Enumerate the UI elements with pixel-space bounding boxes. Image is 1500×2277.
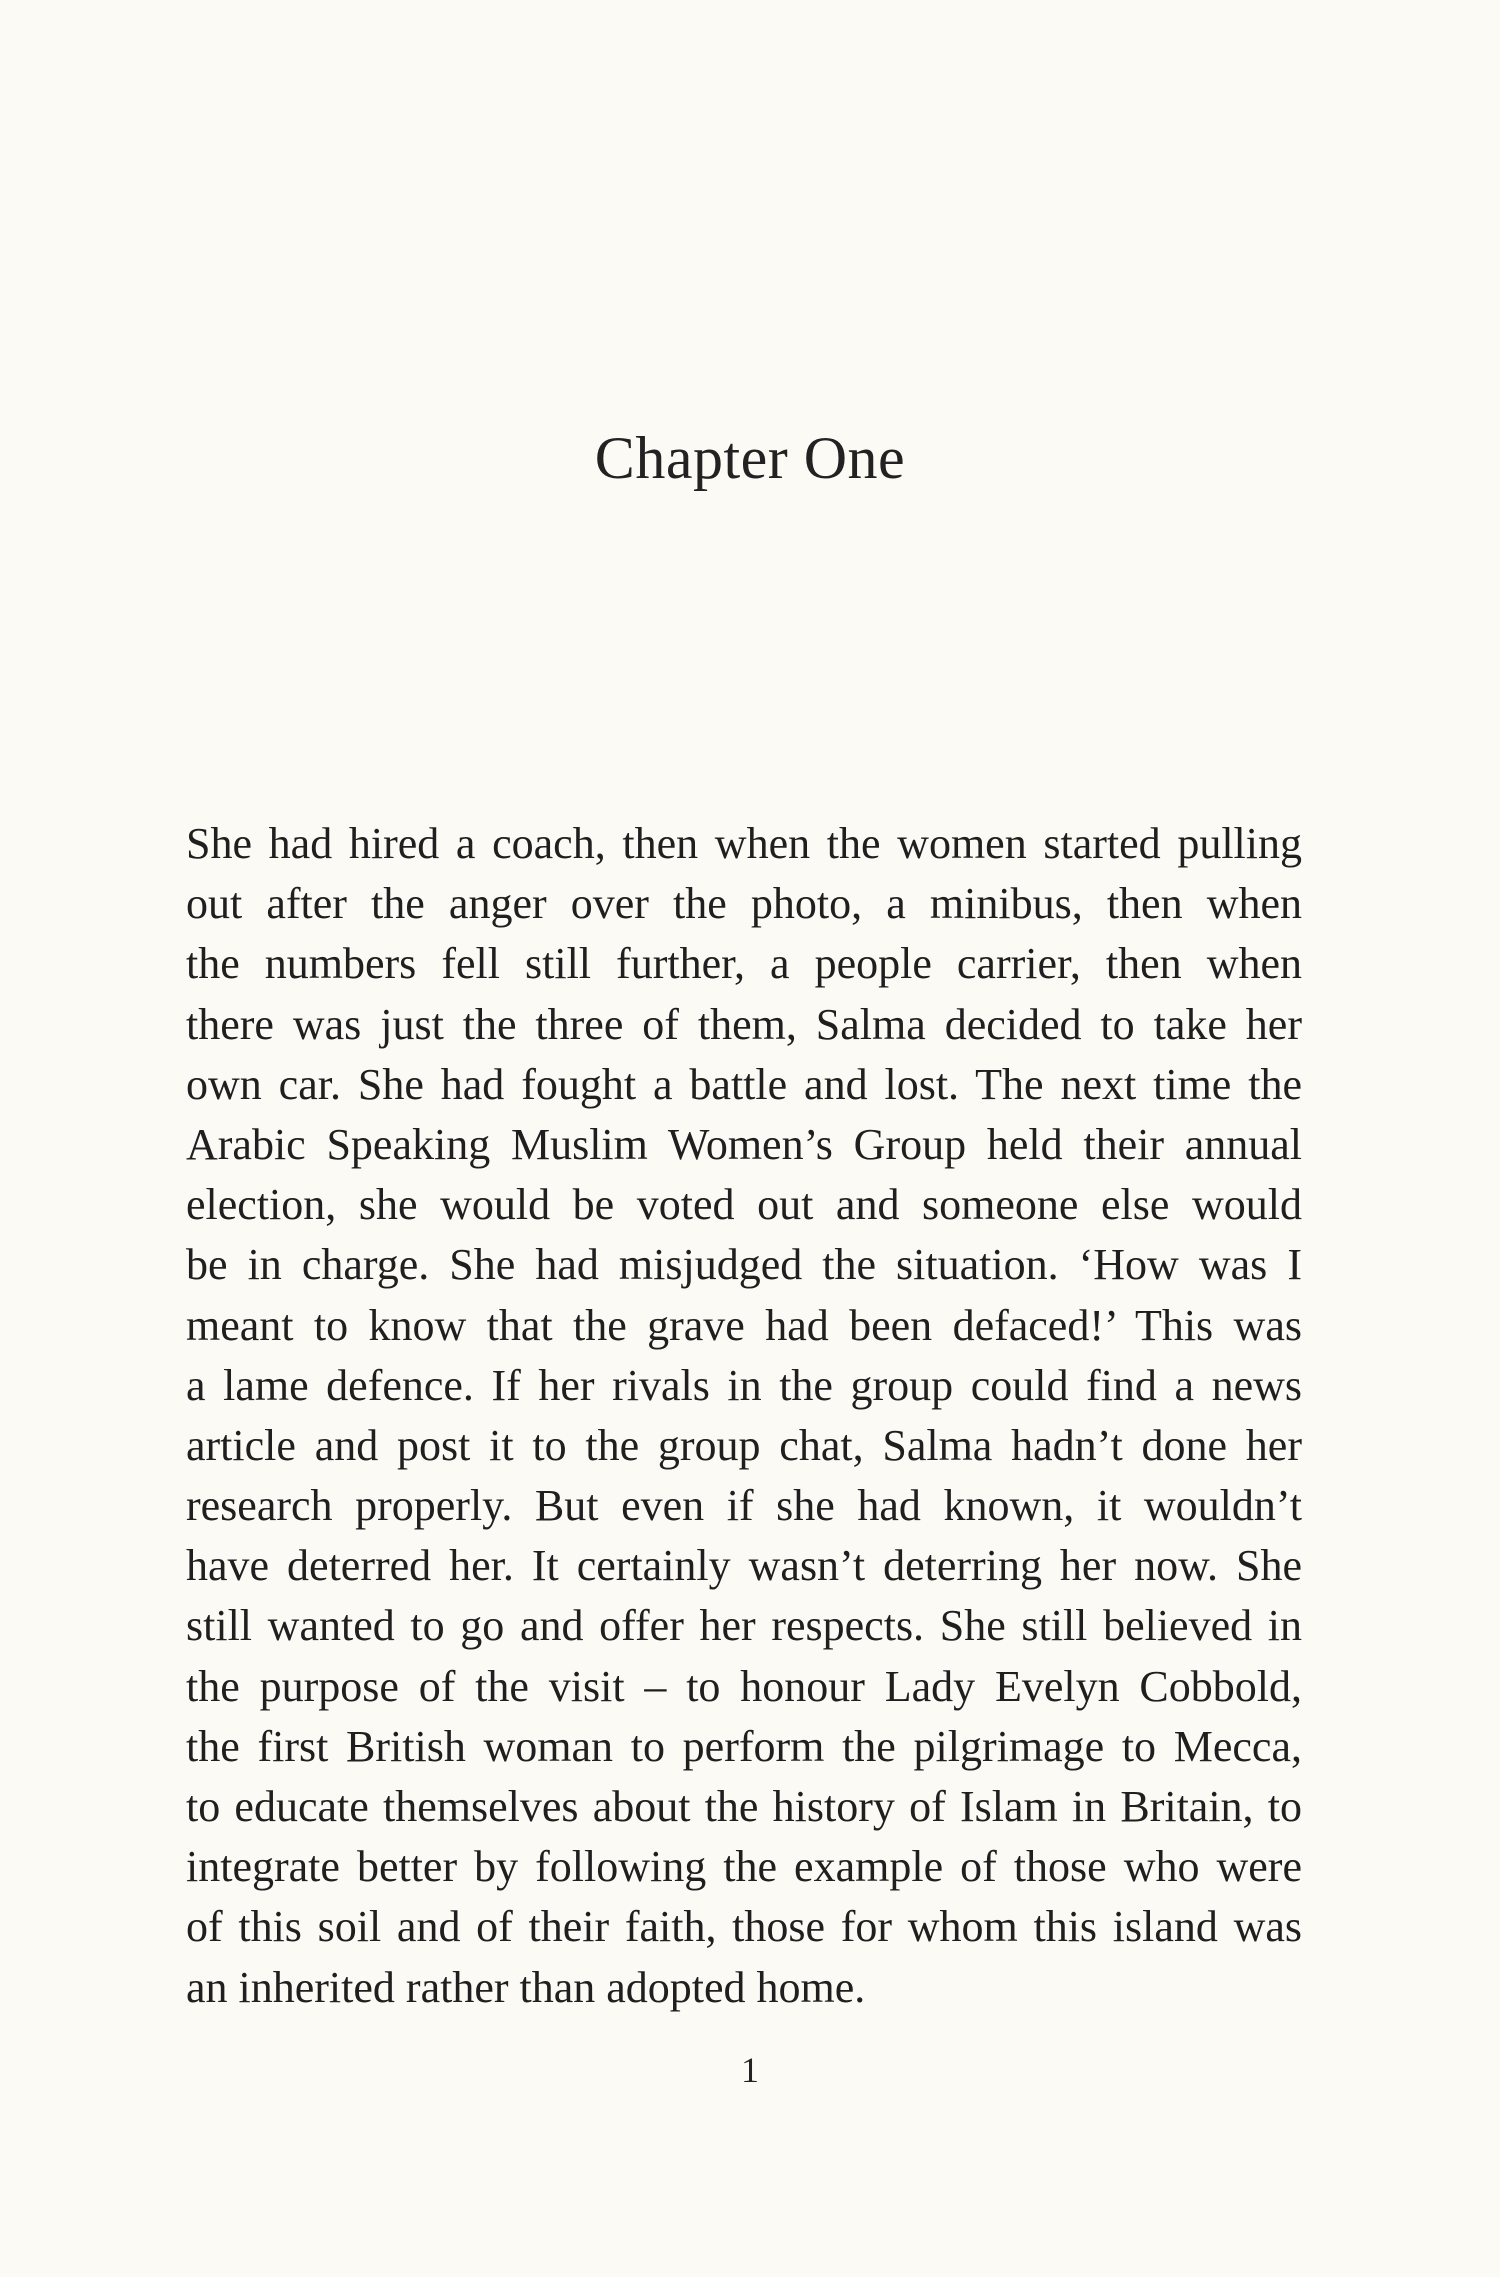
paragraph-line: She had hired a coach, then when the women started pulling — [186, 819, 1302, 868]
paragraph-line: Arabic Speaking Muslim Women’s Group held their annual — [186, 1119, 1302, 1169]
paragraph-line: the numbers fell still further, a people carrier, then when — [186, 939, 1302, 989]
paragraph-line: own car. She had fought a battle and lost. The next time the — [186, 1059, 1302, 1109]
paragraph-line: still wanted to go and offer her respects. She still believed in — [186, 1601, 1302, 1651]
paragraph-line: out after the anger over the photo, a minibus, then when — [186, 879, 1302, 929]
paragraph-line: article and post it to the group chat, Salma hadn’t done her — [186, 1420, 1302, 1470]
body-paragraph — [186, 814, 1302, 2018]
paragraph-line: election, she would be voted out and someone else would — [186, 1180, 1302, 1230]
paragraph-line: there was just the three of them, Salma decided to take her — [186, 999, 1302, 1049]
paragraph-line: the first British woman to perform the pilgrimage to Mecca, — [186, 1721, 1302, 1771]
paragraph-line: of this soil and of their faith, those for whom this island was — [186, 1902, 1302, 1952]
page-number: 1 — [741, 2050, 759, 2090]
paragraph-line: meant to know that the grave had been defaced!’ This was — [186, 1300, 1302, 1350]
paragraph-line: the purpose of the visit – to honour Lady Evelyn Cobbold, — [186, 1661, 1302, 1711]
paragraph-line: have deterred her. It certainly wasn’t deterring her now. She — [186, 1541, 1302, 1591]
paragraph-line: an inherited rather than adopted home. — [186, 1962, 866, 2012]
paragraph-line: to educate themselves about the history of Islam in Britain, to — [186, 1782, 1302, 1831]
paragraph-line: integrate better by following the example of those who were — [186, 1842, 1302, 1892]
chapter-title: Chapter One — [594, 425, 906, 492]
paragraph-line: a lame defence. If her rivals in the group could find a news — [186, 1360, 1302, 1410]
paragraph-line: be in charge. She had misjudged the situation. ‘How was I — [186, 1240, 1302, 1290]
paragraph-line: research properly. But even if she had known, it wouldn’t — [186, 1481, 1302, 1531]
